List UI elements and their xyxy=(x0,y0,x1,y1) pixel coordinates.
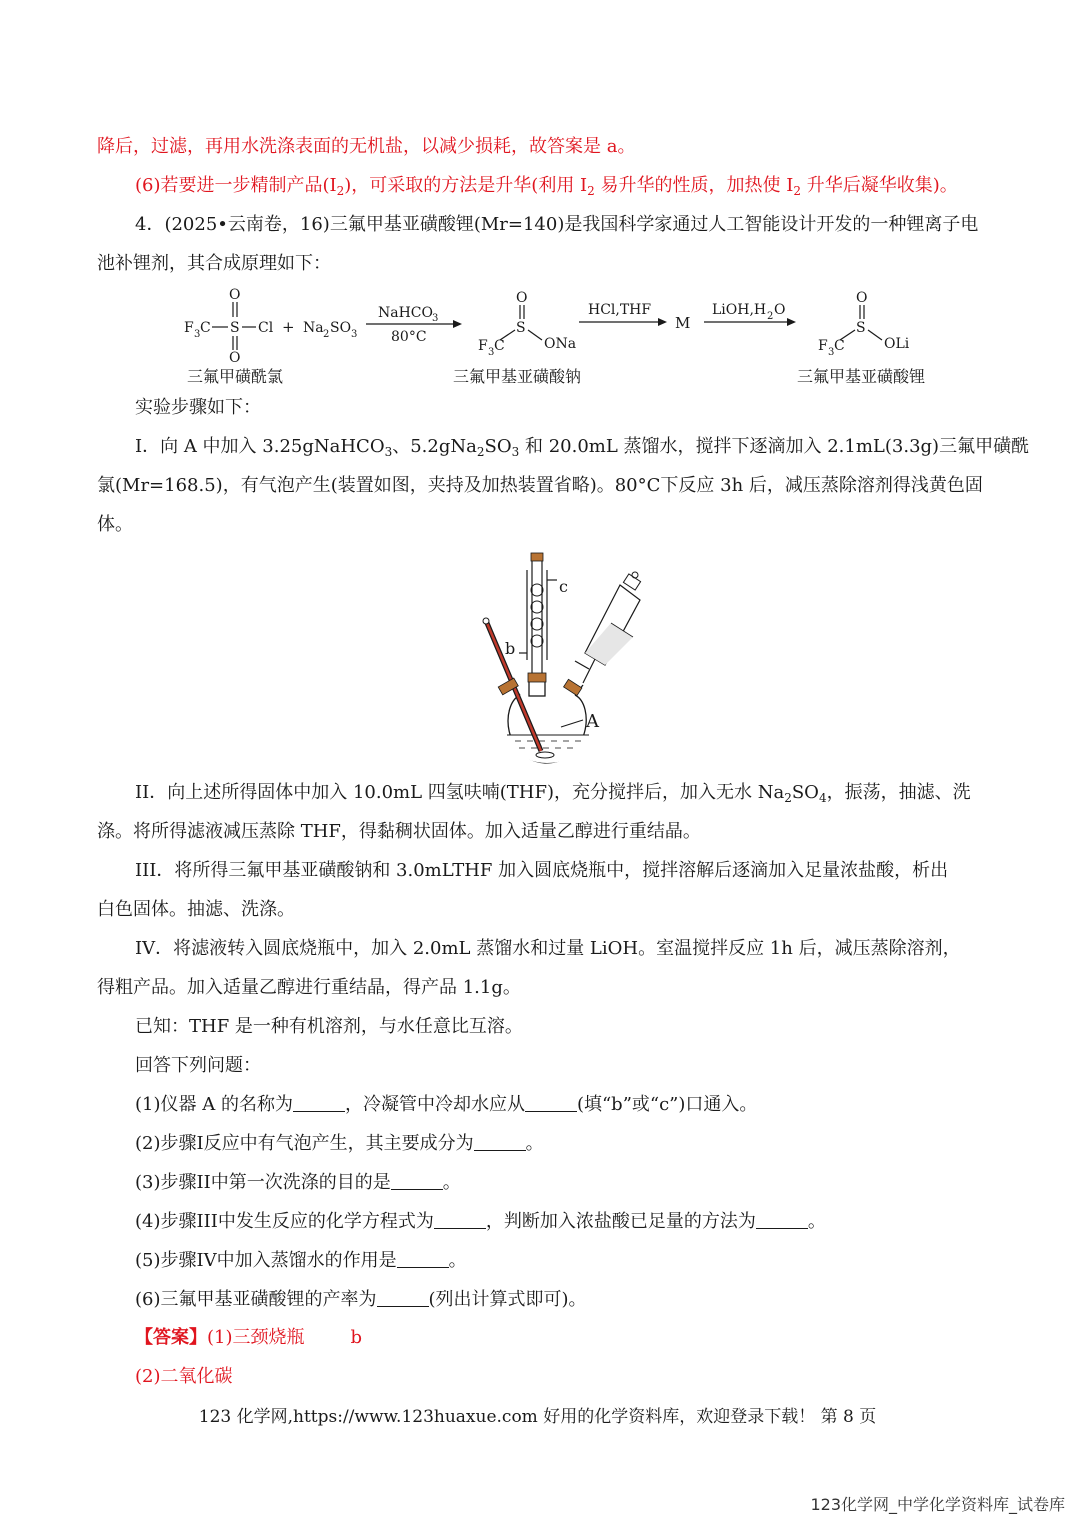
answer-blank xyxy=(293,1093,345,1112)
answer-blank xyxy=(756,1210,808,1229)
step-1: I．向 A 中加入 3.25gNaHCO$_3$、$5.2gNa_2SO_3$ 和 20.0mL 蒸馏水，搅拌下逐滴加入 2.1mL(3.3g)三氟甲磺酰 xyxy=(135,436,1030,459)
continued-text: 降后，过滤，再用水洗涤表面的无机盐，以减少损耗，故答案是 a。 xyxy=(97,136,636,157)
reaction-arrow-1 xyxy=(366,305,462,345)
known-text: 已知：THF 是一种有机溶剂，与水任意比互溶。 xyxy=(135,1016,523,1037)
step1-text-3: 体。 xyxy=(97,514,133,535)
label-b: b xyxy=(505,639,516,658)
reaction-arrow-2 xyxy=(579,302,667,326)
svg-text:3: 3 xyxy=(488,347,495,358)
subscript: 2 xyxy=(793,184,802,198)
svg-text:C: C xyxy=(494,338,505,354)
answer-1-b: b xyxy=(350,1327,363,1348)
q3-text-b: 。 xyxy=(442,1172,461,1193)
answer-blank xyxy=(474,1132,526,1151)
svg-text:S: S xyxy=(516,320,526,336)
label-c: c xyxy=(559,577,568,596)
answer-tag: 【答案】 xyxy=(135,1327,207,1348)
svg-text:O: O xyxy=(774,302,786,318)
answer-blank xyxy=(397,1249,449,1268)
svg-text:ONa: ONa xyxy=(544,336,577,352)
step2-text-c: ，振荡，抽滤、洗 xyxy=(826,782,971,803)
bulb-condenser xyxy=(505,553,568,673)
refine-text-c: 易升华的性质，加热使 I xyxy=(594,175,794,196)
step2-text-2: 涤。将所得滤液减压蒸除 THF，得黏稠状固体。加入适量乙醇进行重结晶。 xyxy=(97,821,701,842)
answer-line-1 xyxy=(135,1326,977,1350)
label-lithium-triflinate: 三氟甲基亚磺酸锂 xyxy=(797,367,926,386)
sub-question-6 xyxy=(135,1288,977,1312)
svg-text:OLi: OLi xyxy=(884,336,910,352)
step-1-cont-2 xyxy=(97,513,977,537)
svg-text:2: 2 xyxy=(767,311,774,322)
answer-prompt xyxy=(135,1054,977,1078)
q5-text-a: (5)步骤IV中加入蒸馏水的作用是 xyxy=(135,1250,397,1271)
sub-question-2 xyxy=(135,1132,977,1156)
svg-text:S: S xyxy=(856,320,866,336)
answer-1: (1)三颈烧瓶 xyxy=(207,1327,305,1348)
svg-text:Cl: Cl xyxy=(258,320,274,336)
step1-text-a: I．向 A 中加入 3.25gNaHCO xyxy=(135,436,385,457)
reagent-so: SO xyxy=(330,320,352,336)
dropping-funnel xyxy=(564,572,641,696)
step2-text-a: II．向上述所得固体中加入 10.0mL 四氢呋喃(THF)，充分搅拌后，加入无水 Na xyxy=(135,782,785,803)
continued-answer-line xyxy=(97,135,977,159)
step-2-cont xyxy=(97,820,977,844)
refine-text-d: 升华后凝华收集)。 xyxy=(801,175,958,196)
step-1-cont xyxy=(97,474,983,498)
label-trifluoromethanesulfonyl-chloride: 三氟甲磺酰氯 xyxy=(187,367,284,386)
svg-text:O: O xyxy=(229,350,241,366)
step4-text-a: IV．将滤液转入圆底烧瓶中，加入 2.0mL 蒸馏水和过量 LiOH。室温搅拌反应 1h 后，减压蒸除溶剂， xyxy=(135,938,961,959)
step3-text-a: III．将所得三氟甲基亚磺酸钠和 3.0mLTHF 加入圆底烧瓶中，搅拌溶解后逐滴加入足量浓盐酸，析出 xyxy=(135,860,949,881)
q2-text-a: (2)步骤I反应中有气泡产生，其主要成分为 xyxy=(135,1133,474,1154)
step-3 xyxy=(135,859,977,883)
intro-text-2: 池补锂剂，其合成原理如下： xyxy=(97,253,331,274)
reagent-na: Na xyxy=(303,320,324,336)
prompt-text: 回答下列问题： xyxy=(135,1055,261,1076)
page-footer xyxy=(0,1405,1075,1429)
q6-text-a: (6)三氟甲基亚磺酸锂的产率为 xyxy=(135,1289,377,1310)
svg-text:3: 3 xyxy=(194,329,201,340)
subscript: 2 xyxy=(336,184,345,198)
label-a: A xyxy=(586,711,599,732)
apparatus-diagram xyxy=(465,545,655,770)
q6-text-b: (列出计算式即可)。 xyxy=(428,1289,587,1310)
condition-lioh-water: LiOH,H xyxy=(712,302,767,318)
q4-text-c: 。 xyxy=(807,1211,826,1232)
q2-text-b: 。 xyxy=(525,1133,544,1154)
steps-title xyxy=(135,396,977,420)
reaction-arrow-3 xyxy=(704,302,796,326)
q4-text-b: ，判断加入浓盐酸已足量的方法为 xyxy=(485,1211,756,1232)
step-4 xyxy=(135,937,977,961)
sub-question-3 xyxy=(135,1171,977,1195)
refine-answer-line xyxy=(135,174,977,203)
q1-text-a: (1)仪器 A 的名称为 xyxy=(135,1094,293,1115)
svg-text:C: C xyxy=(834,338,845,354)
reactant-trifluoromethanesulfonyl-chloride xyxy=(184,287,274,366)
answer-blank xyxy=(391,1171,443,1190)
label-sodium-triflinate: 三氟甲基亚磺酸钠 xyxy=(453,367,582,386)
product-lithium-triflinate xyxy=(818,290,910,358)
q1-text-b: ，冷凝管中冷却水应从 xyxy=(344,1094,525,1115)
svg-text:3: 3 xyxy=(432,313,439,324)
watermark-text: 123化学网_中学化学资料库_试卷库 xyxy=(810,1495,1065,1514)
condition-temperature: 80°C xyxy=(391,329,427,345)
condition-hcl-thf: HCl,THF xyxy=(588,302,652,318)
svg-text:C: C xyxy=(200,320,211,336)
subscript: 2 xyxy=(587,184,595,198)
svg-text:S: S xyxy=(230,320,240,336)
step1-text-c: SO xyxy=(484,436,512,457)
watermark xyxy=(810,1492,1065,1515)
svg-text:F: F xyxy=(184,320,194,336)
step4-text-2: 得粗产品。加入适量乙醇进行重结晶，得产品 1.1g。 xyxy=(97,977,521,998)
step1-text-b: 、5.2gNa xyxy=(392,436,477,457)
step-3-cont xyxy=(97,898,977,922)
svg-text:F: F xyxy=(818,338,828,354)
svg-text:2: 2 xyxy=(323,329,330,340)
sub-question-4 xyxy=(135,1210,977,1234)
svg-text:3: 3 xyxy=(351,329,358,340)
steps-title-text: 实验步骤如下： xyxy=(135,397,261,418)
step1-text-d: 和 20.0mL 蒸馏水，搅拌下逐滴加入 2.1mL(3.3g)三氟甲磺酰 xyxy=(519,436,1030,457)
footer-text: 123 化学网,https://www.123huaxue.com 好用的化学资料库，欢迎登录下载！ 第 8 页 xyxy=(198,1407,877,1427)
answer-blank xyxy=(434,1210,486,1229)
known-info xyxy=(135,1015,977,1039)
reaction-scheme xyxy=(170,282,950,390)
step2-text-b: SO xyxy=(791,782,819,803)
svg-text:O: O xyxy=(516,290,528,306)
q3-text-a: (3)步骤II中第一次洗涤的目的是 xyxy=(135,1172,391,1193)
svg-text:O: O xyxy=(229,287,241,303)
svg-text:3: 3 xyxy=(828,347,835,358)
step3-text-2: 白色固体。抽滤、洗涤。 xyxy=(97,899,295,920)
svg-text:F: F xyxy=(478,338,488,354)
condition-nahco3: NaHCO xyxy=(378,305,433,321)
reagent-sodium-sulfite xyxy=(303,320,357,340)
answer-line-2 xyxy=(135,1365,977,1389)
refine-text-a: (6)若要进一步精制产品(I xyxy=(135,175,337,196)
answer-blank xyxy=(525,1093,577,1112)
question-intro-cont xyxy=(97,252,977,276)
step-2: II．向上述所得固体中加入 10.0mL 四氢呋喃(THF)，充分搅拌后，加入无水 $Na_2SO_4$，振荡，抽滤、洗 xyxy=(135,782,971,805)
sub-question-1 xyxy=(135,1093,977,1117)
intro-text: 4．(2025•云南卷，16)三氟甲基亚磺酸锂(Mr=140)是我国科学家通过人工智能设计开发的一种锂离子电 xyxy=(135,214,979,235)
q5-text-b: 。 xyxy=(448,1250,467,1271)
svg-text:O: O xyxy=(856,290,868,306)
step-4-cont xyxy=(97,976,977,1000)
plus-sign: + xyxy=(282,318,295,336)
q4-text-a: (4)步骤III中发生反应的化学方程式为 xyxy=(135,1211,434,1232)
question-intro xyxy=(135,213,977,237)
answer-2: (2)二氧化碳 xyxy=(135,1366,233,1387)
intermediate-sodium-triflinate xyxy=(478,290,576,358)
answer-blank xyxy=(377,1288,429,1307)
sub-question-5 xyxy=(135,1249,977,1273)
intermediate-m: M xyxy=(675,314,691,332)
q1-text-c: (填“b”或“c”)口通入。 xyxy=(576,1094,758,1115)
step1-text-2: 氯(Mr=168.5)，有气泡产生(装置如图，夹持及加热装置省略)。80°C下反应 3h 后，减压蒸除溶剂得浅黄色固 xyxy=(97,475,983,496)
refine-text-b: )，可采取的方法是升华(利用 I xyxy=(344,175,588,196)
